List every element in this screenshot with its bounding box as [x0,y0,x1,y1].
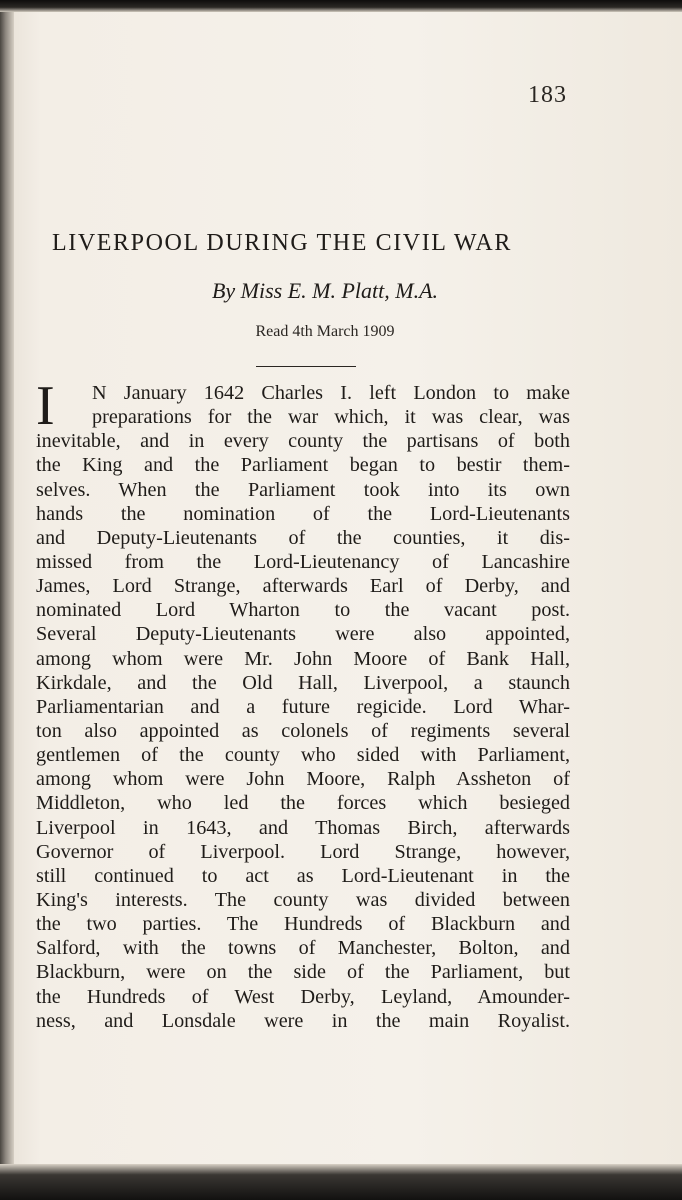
top-page-edge [0,0,682,12]
page-number: 183 [528,82,567,108]
text-line: still continued to act as Lord-Lieutenant in the [36,864,570,887]
text-line: N January 1642 Charles I. left London to make [92,382,570,404]
text-line: ness, and Lonsdale were in the main Royalist. [36,1009,570,1032]
text-line: among whom were Mr. John Moore of Bank Hall, [36,647,570,670]
divider-rule [256,366,356,367]
text-line: inevitable, and in every county the partisans of both [36,430,570,453]
text-line: missed from the Lord-Lieutenancy of Lancashire [36,550,570,573]
read-date: Read 4th March 1909 [255,323,395,340]
text-line: selves. When the Parliament took into its own [36,478,570,501]
text-line: Middleton, who led the forces which besieged [36,792,570,815]
text-line: among whom were John Moore, Ralph Assheton of [36,768,570,791]
text-line: Blackburn, were on the side of the Parliament, but [36,961,570,984]
text-line: Salford, with the towns of Manchester, Bolton, and [36,937,570,960]
text-line: Kirkdale, and the Old Hall, Liverpool, a staunch [36,671,570,694]
bottom-page-edge [0,1164,682,1200]
text-line: James, Lord Strange, afterwards Earl of Derby, and [36,575,570,598]
text-line: Governor of Liverpool. Lord Strange, however, [36,840,570,863]
drop-cap: I [36,375,55,437]
text-line: gentlemen of the county who sided with Parliament, [36,744,570,767]
page-gutter-shadow [0,0,14,1200]
body-paragraph [36,381,570,1033]
chapter-title: LIVERPOOL DURING THE CIVIL WAR [52,230,512,256]
text-line: King's interests. The county was divided between [36,888,570,911]
text-line: ton also appointed as colonels of regiments several [36,719,570,742]
text-line: hands the nomination of the Lord-Lieutenants [36,502,570,525]
text-line: Parliamentarian and a future regicide. Lord Whar- [36,695,570,718]
text-line: and Deputy-Lieutenants of the counties, it dis- [36,526,570,549]
author-byline: By Miss E. M. Platt, M.A. [211,278,439,303]
text-line: nominated Lord Wharton to the vacant post. [36,599,570,622]
text-line: the King and the Parliament began to bestir them- [36,454,570,477]
text-line: Liverpool in 1643, and Thomas Birch, afterwards [36,816,570,839]
text-line: Several Deputy-Lieutenants were also appointed, [36,623,570,646]
text-line: preparations for the war which, it was clear, was [92,406,570,429]
text-line: the Hundreds of West Derby, Leyland, Amounder- [36,985,570,1008]
text-line: the two parties. The Hundreds of Blackburn and [36,913,570,936]
